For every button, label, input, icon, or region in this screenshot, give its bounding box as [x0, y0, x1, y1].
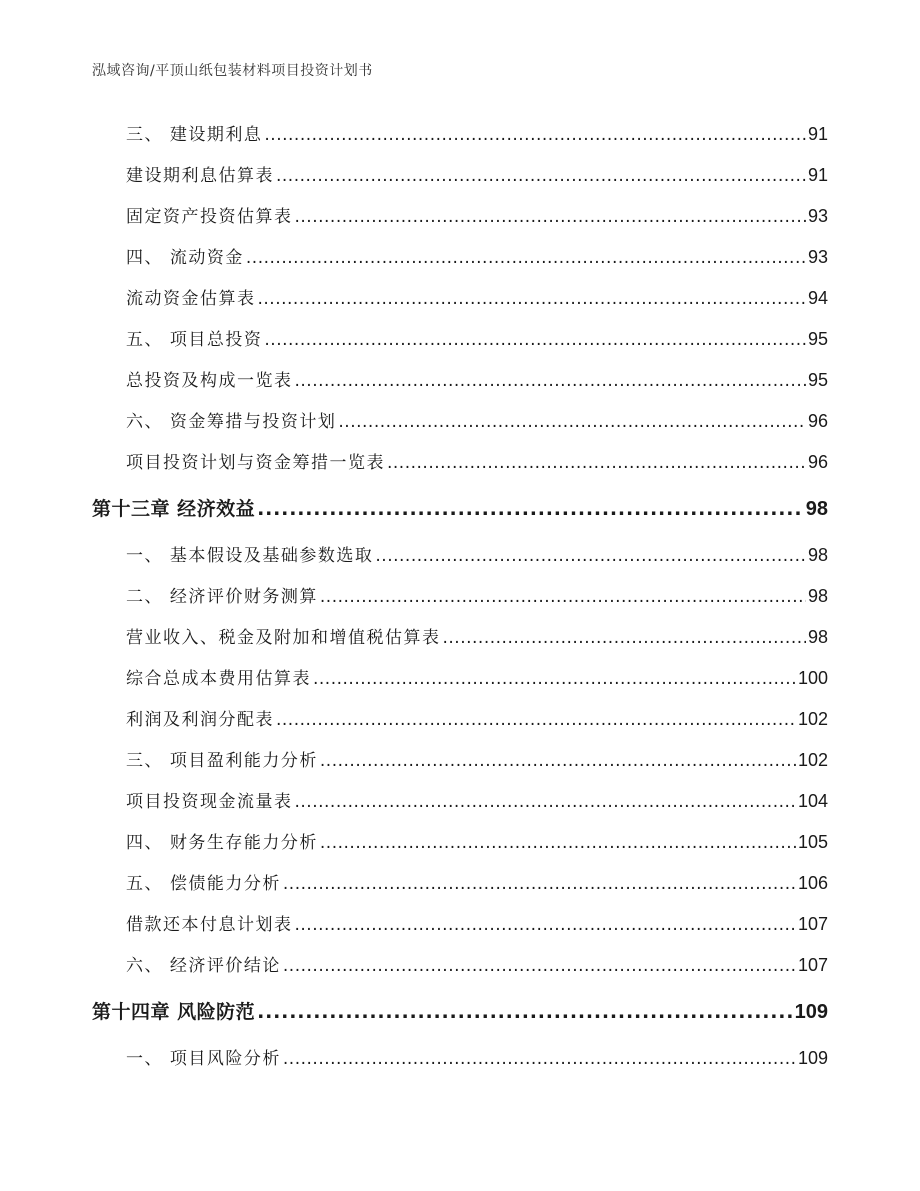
toc-entry-label: 第十四章 风险防范	[92, 1001, 256, 1023]
toc-entry[interactable]	[92, 617, 828, 658]
toc-dot-leader	[387, 443, 806, 484]
toc-page-number: 95	[807, 329, 828, 349]
toc-entry-label: 一、 项目风险分析	[126, 1049, 281, 1069]
toc-entry-label: 流动资金估算表	[126, 289, 256, 309]
toc-page-number: 96	[807, 452, 828, 472]
toc-dot-leader	[276, 700, 796, 741]
toc-dot-leader	[375, 536, 806, 577]
toc-entry-label: 二、 经济评价财务测算	[126, 587, 318, 607]
toc-entry[interactable]	[92, 155, 828, 196]
toc-entry[interactable]	[92, 535, 828, 576]
toc-dot-leader	[320, 741, 796, 782]
toc-entry-label: 五、 项目总投资	[126, 330, 263, 350]
toc-page-number: 98	[807, 545, 828, 565]
toc-page-number: 98	[807, 586, 828, 606]
toc-page-number: 106	[797, 873, 828, 893]
toc-page-number: 98	[805, 498, 828, 520]
toc-dot-leader	[283, 1039, 796, 1080]
toc-entry[interactable]	[92, 196, 828, 237]
toc-dot-leader	[313, 659, 796, 700]
toc-chapter-entry[interactable]	[92, 986, 828, 1038]
toc-dot-leader	[295, 197, 806, 238]
toc-page-number: 94	[807, 288, 828, 308]
toc-entry[interactable]	[92, 904, 828, 945]
toc-dot-leader	[276, 156, 806, 197]
toc-dot-leader	[257, 986, 793, 1038]
toc-dot-leader	[258, 279, 806, 320]
toc-entry-label: 利润及利润分配表	[126, 710, 274, 730]
toc-entry[interactable]	[92, 114, 828, 155]
toc-page-number: 93	[807, 247, 828, 267]
toc-entry[interactable]	[92, 658, 828, 699]
toc-entry-label: 项目投资现金流量表	[126, 792, 293, 812]
toc-page-number: 109	[794, 1001, 828, 1023]
toc-chapter-entry[interactable]	[92, 483, 828, 535]
toc-entry-label: 综合总成本费用估算表	[126, 669, 311, 689]
toc-entry[interactable]	[92, 319, 828, 360]
toc-dot-leader	[320, 577, 806, 618]
toc-dot-leader	[264, 115, 806, 156]
toc-entry[interactable]	[92, 699, 828, 740]
toc-page-number: 102	[797, 750, 828, 770]
toc-page-number: 91	[807, 124, 828, 144]
toc-page-number: 93	[807, 206, 828, 226]
toc-entry[interactable]	[92, 278, 828, 319]
toc-dot-leader	[338, 402, 806, 443]
toc-page-number: 91	[807, 165, 828, 185]
toc-entry-label: 六、 经济评价结论	[126, 956, 281, 976]
toc-dot-leader	[443, 618, 806, 659]
toc-entry[interactable]	[92, 945, 828, 986]
running-header: 泓域咨询/平顶山纸包装材料项目投资计划书	[92, 63, 373, 79]
toc-page-number: 105	[797, 832, 828, 852]
toc-page-number: 107	[797, 914, 828, 934]
toc-page-number: 107	[797, 955, 828, 975]
toc-entry-label: 六、 资金筹措与投资计划	[126, 412, 337, 432]
toc-page-number: 98	[807, 627, 828, 647]
toc-entry[interactable]	[92, 822, 828, 863]
toc-entry-label: 第十三章 经济效益	[92, 498, 256, 520]
toc-entry[interactable]	[92, 237, 828, 278]
toc-dot-leader	[283, 864, 796, 905]
toc-entry-label: 四、 财务生存能力分析	[126, 833, 318, 853]
toc-dot-leader	[320, 823, 796, 864]
toc-page-number: 100	[797, 668, 828, 688]
toc-dot-leader	[283, 946, 796, 987]
toc-entry[interactable]	[92, 401, 828, 442]
toc-entry-label: 三、 建设期利息	[126, 125, 263, 145]
toc-entry-label: 项目投资计划与资金筹措一览表	[126, 453, 385, 473]
toc-entry-label: 建设期利息估算表	[126, 166, 274, 186]
toc-entry-label: 四、 流动资金	[126, 248, 244, 268]
toc-entry-label: 借款还本付息计划表	[126, 915, 293, 935]
toc-entry[interactable]	[92, 1038, 828, 1079]
toc-entry[interactable]	[92, 360, 828, 401]
toc-dot-leader	[257, 483, 804, 535]
toc-entry[interactable]	[92, 442, 828, 483]
toc-entry-label: 五、 偿债能力分析	[126, 874, 281, 894]
toc-page-number: 96	[807, 411, 828, 431]
toc-page-number: 95	[807, 370, 828, 390]
toc-entry[interactable]	[92, 863, 828, 904]
toc-entry-label: 一、 基本假设及基础参数选取	[126, 546, 374, 566]
toc-entry[interactable]	[92, 781, 828, 822]
toc-page-number: 109	[797, 1048, 828, 1068]
toc-dot-leader	[295, 361, 806, 402]
table-of-contents	[92, 114, 828, 1079]
toc-page-number: 102	[797, 709, 828, 729]
toc-dot-leader	[295, 905, 796, 946]
toc-dot-leader	[246, 238, 806, 279]
toc-entry[interactable]	[92, 740, 828, 781]
toc-page-number: 104	[797, 791, 828, 811]
toc-entry-label: 固定资产投资估算表	[126, 207, 293, 227]
toc-dot-leader	[295, 782, 796, 823]
toc-entry[interactable]	[92, 576, 828, 617]
toc-entry-label: 三、 项目盈利能力分析	[126, 751, 318, 771]
toc-entry-label: 营业收入、税金及附加和增值税估算表	[126, 628, 441, 648]
toc-entry-label: 总投资及构成一览表	[126, 371, 293, 391]
toc-dot-leader	[264, 320, 806, 361]
